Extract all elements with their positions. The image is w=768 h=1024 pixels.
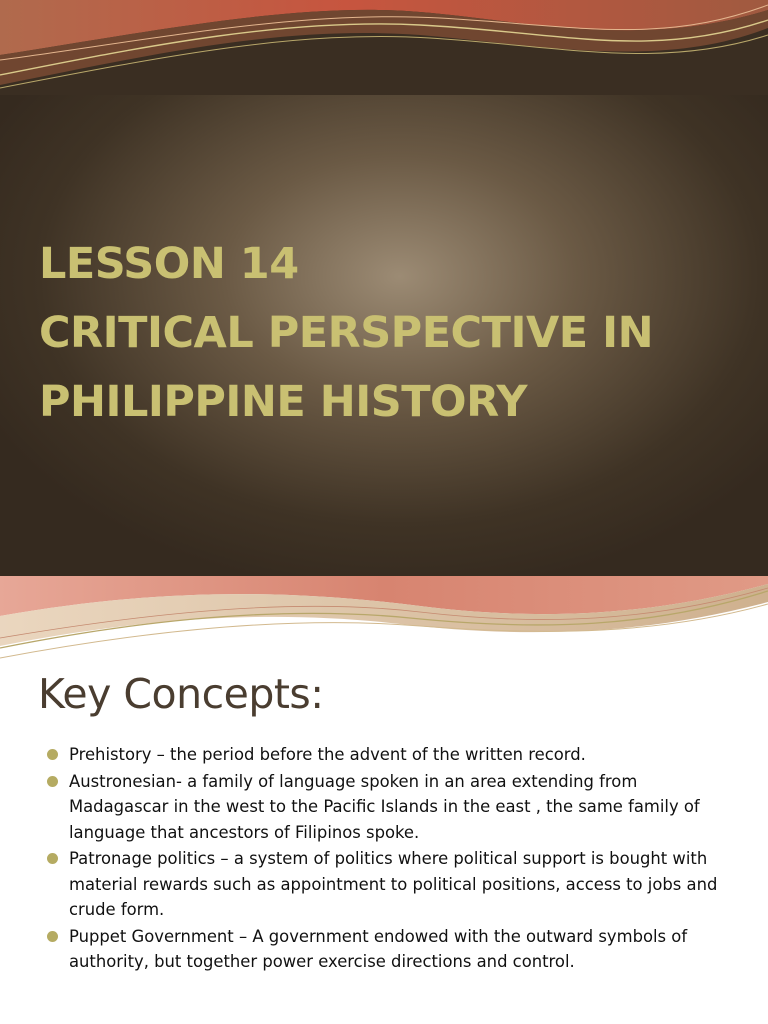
bullet-icon xyxy=(47,749,58,760)
slide-heading: Key Concepts: xyxy=(38,670,324,718)
top-wave-decoration xyxy=(0,0,768,95)
bullet-text: Austronesian- a family of language spoken in an area extending from Madagascar in the west to the Pacific Islands in the east , the same family of language that ancestors of Filipinos spoke. xyxy=(69,771,700,842)
bullet-text: Patronage politics – a system of politics where political support is bought with material rewards such as appointment to political positions, access to jobs and crude form. xyxy=(69,849,718,919)
slide-title xyxy=(39,230,739,437)
bullet-icon xyxy=(47,931,58,942)
list-item xyxy=(42,742,732,768)
bullet-text: Prehistory – the period before the advent of the written record. xyxy=(69,745,586,764)
title-line: CRITICAL PERSPECTIVE IN xyxy=(39,308,654,358)
bullet-icon xyxy=(47,776,58,787)
title-line: LESSON 14 xyxy=(39,239,299,289)
bullet-text: Puppet Government – A government endowed with the outward symbols of authority, but together power exercise directions and control. xyxy=(69,926,688,971)
list-item xyxy=(42,846,732,923)
concept-list xyxy=(42,742,732,976)
key-concepts-slide xyxy=(0,576,768,1024)
bullet-icon xyxy=(47,853,58,864)
title-line: PHILIPPINE HISTORY xyxy=(39,377,527,427)
top-wave-decoration xyxy=(0,576,768,666)
list-item xyxy=(42,769,732,846)
list-item xyxy=(42,924,732,975)
